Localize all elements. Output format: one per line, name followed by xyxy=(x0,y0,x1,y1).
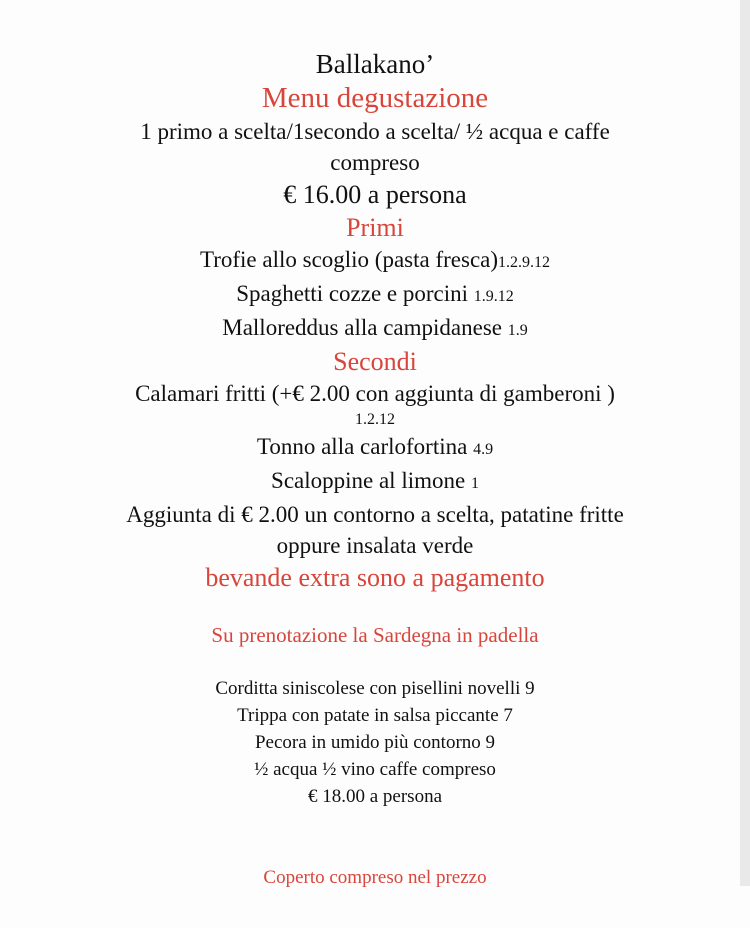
primi-item xyxy=(0,244,750,278)
menu-page xyxy=(0,48,750,891)
menu-description-line2: compreso xyxy=(330,150,420,175)
sardegna-price: € 18.00 a persona xyxy=(307,786,443,807)
dish-name: Scaloppine al limone xyxy=(271,468,471,493)
side-note-line2: oppure insalata verde xyxy=(276,533,474,558)
allergen-codes: 1.9 xyxy=(507,322,528,339)
menu-title: Menu degustazione xyxy=(261,82,489,114)
primi-item xyxy=(0,312,750,346)
dish-name: Malloreddus alla campidanese xyxy=(222,315,508,340)
allergen-codes: 1.2.12 xyxy=(355,411,395,428)
allergen-codes: 1 xyxy=(470,475,479,492)
sardegna-item xyxy=(0,675,750,702)
primi-item xyxy=(0,278,750,312)
secondi-item xyxy=(0,431,750,465)
sardegna-heading: Su prenotazione la Sardegna in padella xyxy=(211,623,539,647)
secondi-item xyxy=(0,465,750,499)
allergen-codes: 1.9.12 xyxy=(473,288,514,305)
side-note-line1: Aggiunta di € 2.00 un contorno a scelta, patatine fritte xyxy=(126,502,624,527)
dish-name: Spaghetti cozze e porcini xyxy=(236,281,474,306)
restaurant-name: Ballakano’ xyxy=(315,49,435,79)
dish-name: Trippa con patate in salsa piccante xyxy=(237,705,504,726)
allergen-codes: 4.9 xyxy=(473,441,494,458)
menu-price: € 16.00 a persona xyxy=(283,180,467,209)
sardegna-includes: ½ acqua ½ vino caffe compreso xyxy=(254,759,496,780)
extra-drinks-note: bevande extra sono a pagamento xyxy=(205,563,545,592)
secondi-item xyxy=(0,378,750,409)
secondi-heading: Secondi xyxy=(333,347,417,376)
dish-name: Trofie allo scoglio (pasta fresca) xyxy=(199,247,499,272)
allergen-codes: 9 xyxy=(525,678,535,699)
dish-name: Corditta siniscolese con pisellini novelli xyxy=(215,678,526,699)
cover-charge-note: Coperto compreso nel prezzo xyxy=(263,867,487,888)
dish-name: Tonno alla carlofortina xyxy=(256,434,474,459)
allergen-codes: 1.2.9.12 xyxy=(498,254,551,271)
sardegna-item xyxy=(0,729,750,756)
primi-heading: Primi xyxy=(346,213,404,242)
allergen-codes: 7 xyxy=(503,705,513,726)
dish-name: Calamari fritti (+€ 2.00 con aggiunta di gamberoni ) xyxy=(135,381,615,406)
sardegna-item xyxy=(0,702,750,729)
allergen-codes: 9 xyxy=(485,732,496,753)
menu-description-line1: 1 primo a scelta/1secondo a scelta/ ½ acqua e caffe xyxy=(140,119,610,144)
dish-name: Pecora in umido più contorno xyxy=(254,732,486,753)
